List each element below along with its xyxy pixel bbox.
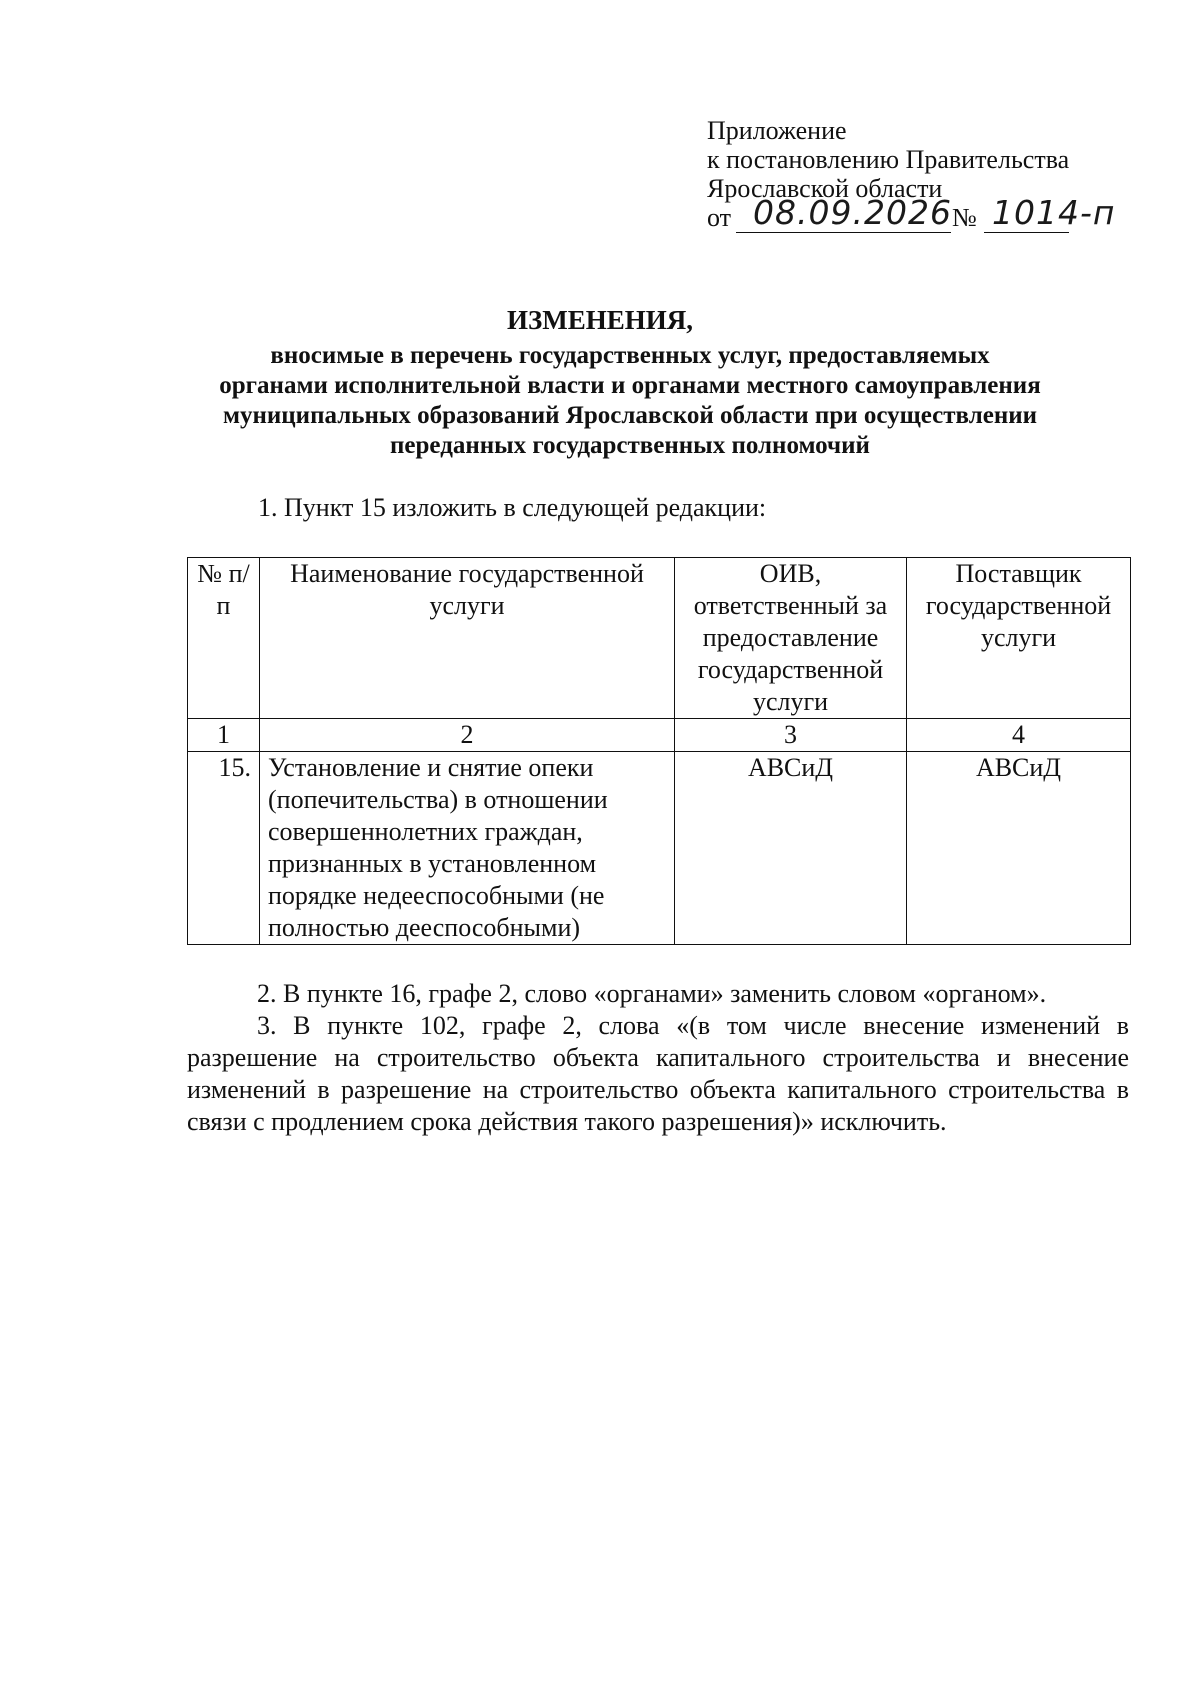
column-number-cell: 2 bbox=[260, 719, 675, 752]
appendix-line-2: к постановлению Правительства bbox=[707, 145, 1070, 174]
subtitle-line: вносимые в перечень государственных услуг, предоставляемых bbox=[270, 342, 990, 369]
header-responsible-body: ОИВ, ответственный за предоставление государственной услуги bbox=[675, 558, 907, 719]
appendix-block bbox=[707, 116, 1116, 233]
column-number-cell: 1 bbox=[188, 719, 260, 752]
provider-cell: АВСиД bbox=[907, 752, 1131, 945]
table-row bbox=[188, 752, 1131, 945]
from-label: от bbox=[707, 203, 732, 232]
subtitle-line: переданных государственных полномочий bbox=[390, 432, 870, 459]
paragraph-2: 2. В пункте 16, графе 2, слово «органами» заменить словом «органом». bbox=[257, 979, 1047, 1008]
body-text bbox=[187, 978, 1129, 1138]
document-title: ИЗМЕНЕНИЯ, bbox=[506, 305, 693, 335]
header-provider: Поставщик государственной услуги bbox=[907, 558, 1131, 719]
header-number: № п/п bbox=[188, 558, 260, 719]
header-service-name: Наименование государственной услуги bbox=[260, 558, 675, 719]
document-subtitle bbox=[150, 341, 1110, 461]
table-header-row bbox=[188, 558, 1131, 719]
handwritten-date: 08.09.2026 bbox=[753, 193, 952, 232]
service-name-cell: Установление и снятие опеки (попечительства) в отношении совершеннолетних граждан, признанных в установленном порядке недееспособными (не полностью дееспособными) bbox=[260, 752, 675, 945]
number-label: № bbox=[952, 203, 977, 232]
column-number-row bbox=[188, 719, 1131, 752]
handwritten-number: 1014-п bbox=[992, 193, 1116, 232]
column-number-cell: 4 bbox=[907, 719, 1131, 752]
paragraph-1: 1. Пункт 15 изложить в следующей редакции: bbox=[258, 493, 767, 522]
resolution-date-number-line bbox=[707, 193, 1116, 233]
date-underline bbox=[736, 232, 951, 233]
paragraph-3: 3. В пункте 102, графе 2, слова «(в том числе внесение изменений в разрешение на строительство объекта капитального строительства и внесение изменений в разрешение на строительство объекта капитального строительства в связи с продлением срока действия такого разрешения)» исключить. bbox=[187, 1011, 1129, 1136]
appendix-line-3: Ярославской области bbox=[707, 174, 943, 203]
appendix-line-1: Приложение bbox=[707, 116, 847, 145]
column-number-cell: 3 bbox=[675, 719, 907, 752]
subtitle-line: муниципальных образований Ярославской области при осуществлении bbox=[222, 402, 1038, 429]
row-number-cell: 15. bbox=[188, 752, 260, 945]
services-table bbox=[187, 557, 1131, 945]
number-underline bbox=[984, 232, 1069, 233]
responsible-body-cell: АВСиД bbox=[675, 752, 907, 945]
subtitle-line: органами исполнительной власти и органами местного самоуправления bbox=[219, 372, 1041, 399]
